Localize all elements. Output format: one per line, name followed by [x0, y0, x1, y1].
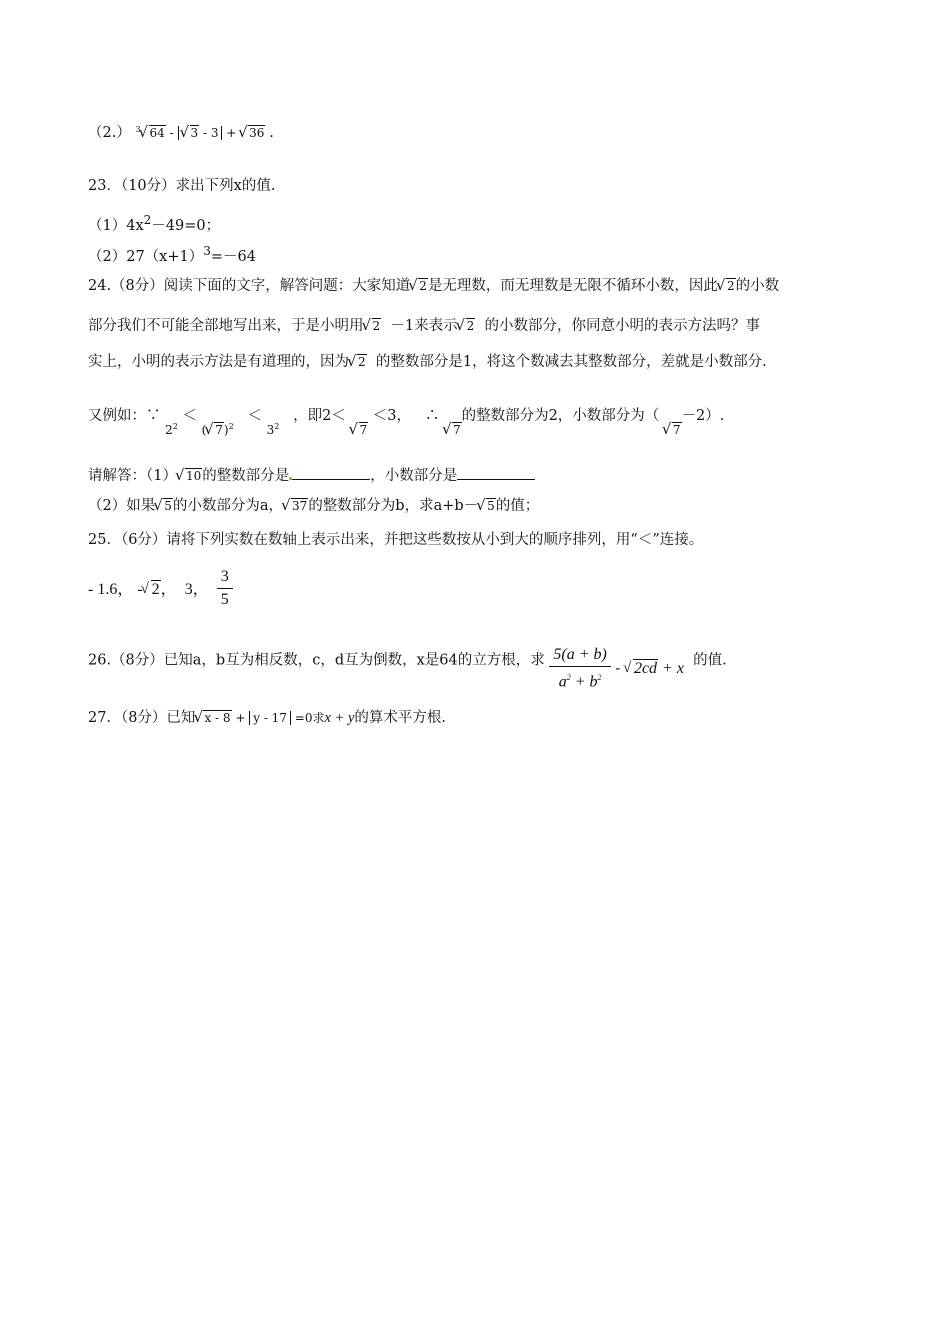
- ask-decimal: ，小数部分是: [370, 468, 458, 484]
- plus-x: + x: [658, 659, 684, 677]
- cube-root-index: 3: [135, 125, 141, 134]
- two-squared: [165, 423, 178, 437]
- answer-blank-decimal[interactable]: [457, 465, 535, 480]
- q24-l2-a: 部分我们不可能全部地写出来，于是小明用: [88, 318, 364, 334]
- q24-l3-b: 的整数部分是1，将这个数减去其整数部分，差就是小数部分.: [375, 354, 767, 370]
- cube-root-64: [141, 123, 166, 143]
- therefore-symbol: ∴: [424, 408, 440, 424]
- answer-blank-integer[interactable]: [292, 465, 370, 480]
- exp-2: 2: [274, 422, 280, 431]
- q23-p2-rest: =－64: [210, 248, 256, 265]
- sqrt-36: [240, 123, 265, 143]
- ask2-c: 的整数部分为b，求a+b－: [308, 498, 479, 514]
- minus-3: - 3: [199, 126, 219, 140]
- q24-line1: [88, 276, 779, 296]
- sqrt-2: [458, 316, 476, 336]
- example-end-a: 的整数部分为2，小数部分为（: [461, 408, 660, 424]
- q22-label: （2.）: [88, 125, 131, 141]
- q24-l1-c: 的小数: [735, 278, 780, 294]
- radicand-2: 2: [151, 581, 160, 599]
- sqrt-5: [155, 496, 173, 516]
- q26-denominator: [549, 667, 610, 693]
- q24-l2-c: 的小数部分，你同意小明的表示方法吗？事: [484, 318, 760, 334]
- fraction-numerator: 3: [217, 566, 233, 589]
- den-exp1: 2: [566, 673, 571, 682]
- sqrt-2: [349, 352, 367, 372]
- radicand-2cd: 2cd: [633, 659, 658, 677]
- sqrt-37: [283, 496, 308, 516]
- fraction-denominator: 5: [220, 591, 229, 608]
- sqrt-2: [410, 276, 428, 296]
- radicand-2: 2: [466, 319, 475, 333]
- radicand-7: 7: [359, 423, 368, 437]
- q23-p1-rest: －49=0；: [151, 217, 221, 234]
- q26-text: 26.（8分）已知a，b互为相反数，c，d互为倒数，x是64的立方根，求: [88, 652, 545, 669]
- q26-end: 的值.: [693, 652, 727, 669]
- comma: ，: [160, 581, 177, 599]
- sqrt-2cd: [625, 658, 658, 680]
- exp-2: 2: [228, 422, 234, 431]
- sqrt-5: [478, 496, 496, 516]
- radicand-2: 2: [726, 279, 735, 293]
- plus-sign: +: [231, 711, 250, 725]
- plus-sign: +: [222, 126, 241, 140]
- sqrt-x-8: [195, 708, 231, 728]
- q23-p1-exponent: 2: [143, 213, 152, 227]
- q24-l2-b: －1来表示: [390, 318, 458, 334]
- q24-l1-a: 24.（8分）阅读下面的文字，解答问题：大家知道: [88, 278, 411, 294]
- minus-sign: -: [137, 581, 143, 599]
- ask2-d: 的值；: [495, 498, 540, 514]
- example-mid2: ＜3，: [372, 408, 411, 424]
- q27-expression: [195, 711, 324, 725]
- ask-lead: 请解答：（1）: [88, 468, 177, 484]
- q26-fraction: [549, 644, 610, 693]
- sqrt7-squared: (√ 7)2: [202, 423, 234, 437]
- ask2-lead: （2）如果: [88, 498, 156, 514]
- den-a: a: [558, 673, 567, 691]
- sqrt-7: [444, 419, 462, 441]
- den-exp2: 2: [597, 673, 602, 682]
- q27-end: 的算术平方根.: [354, 710, 446, 726]
- base-2: 2: [165, 423, 173, 437]
- q26: [88, 636, 727, 691]
- fraction-3-5: [217, 566, 233, 611]
- minus-sign: -: [165, 126, 178, 140]
- q24-example: [88, 402, 725, 437]
- q23-p1-text: （1）4x: [88, 217, 144, 234]
- radicand-10: 10: [185, 469, 202, 483]
- q24-line2: [88, 316, 760, 336]
- abs-value: [178, 126, 223, 140]
- radicand-36: 36: [249, 126, 265, 140]
- equals-zero: =0求: [290, 711, 325, 725]
- ask-integer: 的整数部分是: [202, 468, 290, 484]
- three-squared: [267, 423, 280, 437]
- q23-p2-exponent: 3: [203, 244, 211, 258]
- q27: [88, 708, 446, 728]
- sqrt-2: [364, 316, 382, 336]
- q26-numerator: 5(a + b): [549, 644, 610, 667]
- sqrt-7: [206, 419, 224, 441]
- q23-p2-text: （2）27（x+1）: [88, 248, 204, 265]
- num-neg-1-6: - 1.6，: [88, 581, 134, 599]
- sqrt-7: [351, 419, 369, 441]
- q24-line3: [88, 352, 767, 372]
- radicand-2: 2: [372, 319, 381, 333]
- x-plus-y: x + y: [324, 710, 355, 726]
- radicand-2: 2: [358, 355, 366, 369]
- sqrt-3: [182, 123, 200, 143]
- example-lead: 又例如：∵: [88, 408, 161, 424]
- period: .: [269, 125, 274, 141]
- q22-part2: [88, 120, 274, 143]
- radicand-3: 3: [190, 126, 199, 140]
- radicand-5: 5: [487, 499, 495, 513]
- q22-expression: [135, 126, 269, 140]
- example-end-b: －2）.: [681, 408, 725, 424]
- radicand-5: 5: [164, 499, 172, 513]
- radicand-2: 2: [419, 279, 427, 293]
- minus-sign: -: [610, 660, 625, 677]
- den-plus-b: + b: [570, 673, 598, 691]
- q24-l1-b: 是无理数，而无理数是无限不循环小数，因此: [427, 278, 718, 294]
- q24-l3-a: 实上，小明的表示方法是有道理的，因为: [88, 354, 349, 370]
- q23-part2: [88, 241, 256, 267]
- q25-numbers: [88, 568, 233, 613]
- abs-y-17: y - 17: [249, 711, 291, 725]
- q27-text: 27．（8分）已知: [88, 710, 196, 726]
- sqrt-10: [177, 466, 202, 486]
- base-3: 3: [266, 423, 275, 437]
- q24-ask2: [88, 496, 539, 516]
- q23-part1: [88, 210, 220, 236]
- less-than: ＜: [247, 408, 262, 424]
- sqrt-2: [143, 579, 161, 601]
- q25-title: 25．（6分）请将下列实数在数轴上表示出来，并把这些数按从小到大的顺序排列，用“＜”连接。: [88, 532, 704, 548]
- radicand-64: 64: [149, 126, 165, 140]
- sqrt-2: [718, 276, 736, 296]
- example-mid: ，即2＜: [293, 408, 346, 424]
- q24-ask1: [88, 465, 535, 486]
- radicand-7: 7: [672, 423, 681, 437]
- q23-title: 23．（10分）求出下列x的值.: [88, 178, 276, 194]
- less-than: ＜: [182, 408, 197, 424]
- ask2-b: 的小数部分为a，: [172, 498, 284, 514]
- num-3: 3，: [184, 581, 209, 599]
- radicand-7: 7: [452, 423, 461, 437]
- radicand-37: 37: [292, 499, 308, 513]
- radicand-x-8: x - 8: [204, 711, 231, 725]
- radicand-7: 7: [215, 423, 223, 437]
- exp-2: 2: [172, 422, 178, 431]
- sqrt-7: [664, 419, 682, 441]
